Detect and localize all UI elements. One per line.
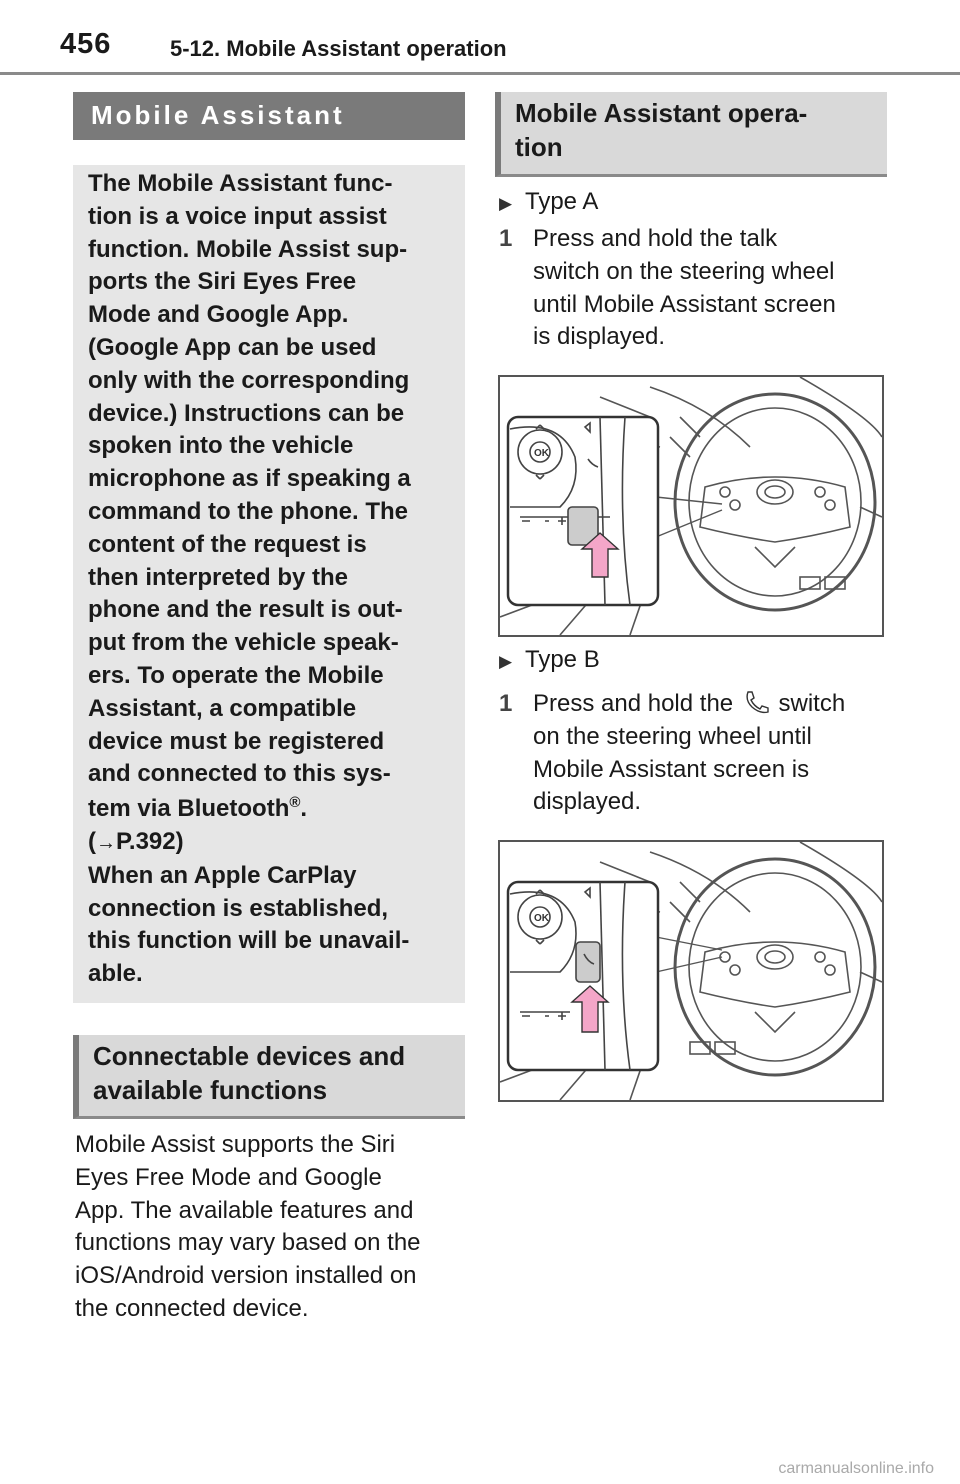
body-line: functions may vary based on the bbox=[75, 1229, 421, 1257]
step-number: 1 bbox=[499, 225, 513, 252]
step-text: Press and hold the switch on the steering wheel until Mobile Assistant screen is displayed. bbox=[533, 688, 888, 819]
phone-icon bbox=[740, 689, 772, 715]
intro-line: microphone as if speaking a bbox=[88, 465, 411, 493]
intro-box bbox=[73, 165, 465, 1003]
intro-line: spoken into the vehicle bbox=[88, 432, 354, 460]
carplay-line: able. bbox=[88, 960, 143, 988]
intro-line: device.) Instructions can be bbox=[88, 399, 405, 427]
step-line: Mobile Assistant screen is bbox=[533, 755, 810, 783]
operation-title-line-1: Mobile Assistant opera- bbox=[515, 98, 808, 128]
steering-wheel-illustration-a bbox=[500, 377, 882, 635]
body-line: App. The available features and bbox=[75, 1196, 414, 1224]
subsection-title-line-2: available functions bbox=[93, 1075, 328, 1105]
intro-line: ports the Siri Eyes Free bbox=[88, 268, 357, 296]
triangle-right-icon: ▶ bbox=[499, 194, 513, 213]
carplay-line: When an Apple CarPlay bbox=[88, 861, 357, 889]
intro-line: content of the request is bbox=[88, 530, 367, 558]
intro-text bbox=[88, 168, 458, 991]
carplay-line: connection is established, bbox=[88, 894, 389, 922]
step-line: until Mobile Assistant screen bbox=[533, 290, 836, 318]
step-text bbox=[533, 223, 888, 354]
carplay-line: this function will be unavail- bbox=[88, 927, 410, 955]
intro-line: ers. To operate the Mobile bbox=[88, 661, 384, 689]
body-line: the connected device. bbox=[75, 1294, 309, 1322]
ok-label: OK bbox=[534, 913, 549, 924]
step-line: Press and hold the talk bbox=[533, 225, 778, 252]
type-a-step bbox=[499, 223, 891, 355]
intro-line: device must be registered bbox=[88, 727, 385, 755]
steering-wheel-figure-type-a bbox=[498, 375, 884, 637]
intro-line: put from the vehicle speak- bbox=[88, 629, 399, 657]
type-b-step bbox=[499, 688, 891, 820]
section-header-mobile-assistant bbox=[73, 92, 465, 140]
page-reference[interactable]: (→P.392) bbox=[88, 827, 184, 855]
connectable-body-text bbox=[75, 1129, 467, 1326]
header-divider bbox=[0, 72, 960, 75]
body-line: iOS/Android version installed on bbox=[75, 1262, 417, 1290]
page-number: 456 bbox=[60, 28, 112, 60]
intro-line: command to the phone. The bbox=[88, 497, 409, 525]
intro-line: (Google App can be used bbox=[88, 333, 377, 361]
step-line: switch on the steering wheel bbox=[533, 257, 835, 285]
intro-line: then interpreted by the bbox=[88, 563, 349, 591]
operation-title-line-2: tion bbox=[515, 132, 563, 162]
intro-line: function. Mobile Assist sup- bbox=[88, 235, 408, 263]
type-a-label: ▶ Type A bbox=[499, 187, 598, 219]
step-line: is displayed. bbox=[533, 323, 666, 351]
section-header-operation bbox=[495, 92, 887, 177]
subsection-title-line-1: Connectable devices and bbox=[93, 1041, 406, 1071]
bluetooth-line: tem via Bluetooth®. bbox=[88, 794, 308, 823]
intro-line: Mode and Google App. bbox=[88, 301, 349, 329]
section-title: Mobile Assistant bbox=[91, 100, 345, 130]
body-line: Mobile Assist supports the Siri bbox=[75, 1131, 396, 1158]
step-line: displayed. bbox=[533, 788, 642, 816]
intro-line: The Mobile Assistant func- bbox=[88, 170, 393, 197]
step-number: 1 bbox=[499, 690, 513, 717]
registered-mark: ® bbox=[289, 794, 301, 812]
section-header-connectable-devices bbox=[73, 1035, 465, 1119]
page-header bbox=[0, 0, 960, 78]
watermark: carmanualsonline.info bbox=[778, 1460, 934, 1477]
intro-line: Assistant, a compatible bbox=[88, 694, 357, 722]
step-line: on the steering wheel until bbox=[533, 722, 812, 750]
arrow-right-icon: → bbox=[96, 831, 116, 854]
body-line: Eyes Free Mode and Google bbox=[75, 1163, 382, 1191]
triangle-right-icon: ▶ bbox=[499, 652, 513, 671]
intro-line: and connected to this sys- bbox=[88, 760, 391, 788]
intro-line: only with the corresponding bbox=[88, 366, 410, 394]
steering-wheel-figure-type-b bbox=[498, 840, 884, 1102]
steering-wheel-illustration-b bbox=[500, 842, 882, 1100]
ok-label: OK bbox=[534, 448, 549, 459]
intro-line: phone and the result is out- bbox=[88, 596, 403, 624]
type-b-label: ▶ Type B bbox=[499, 645, 600, 677]
intro-line: tion is a voice input assist bbox=[88, 202, 387, 230]
chapter-title: 5-12. Mobile Assistant operation bbox=[170, 36, 507, 61]
